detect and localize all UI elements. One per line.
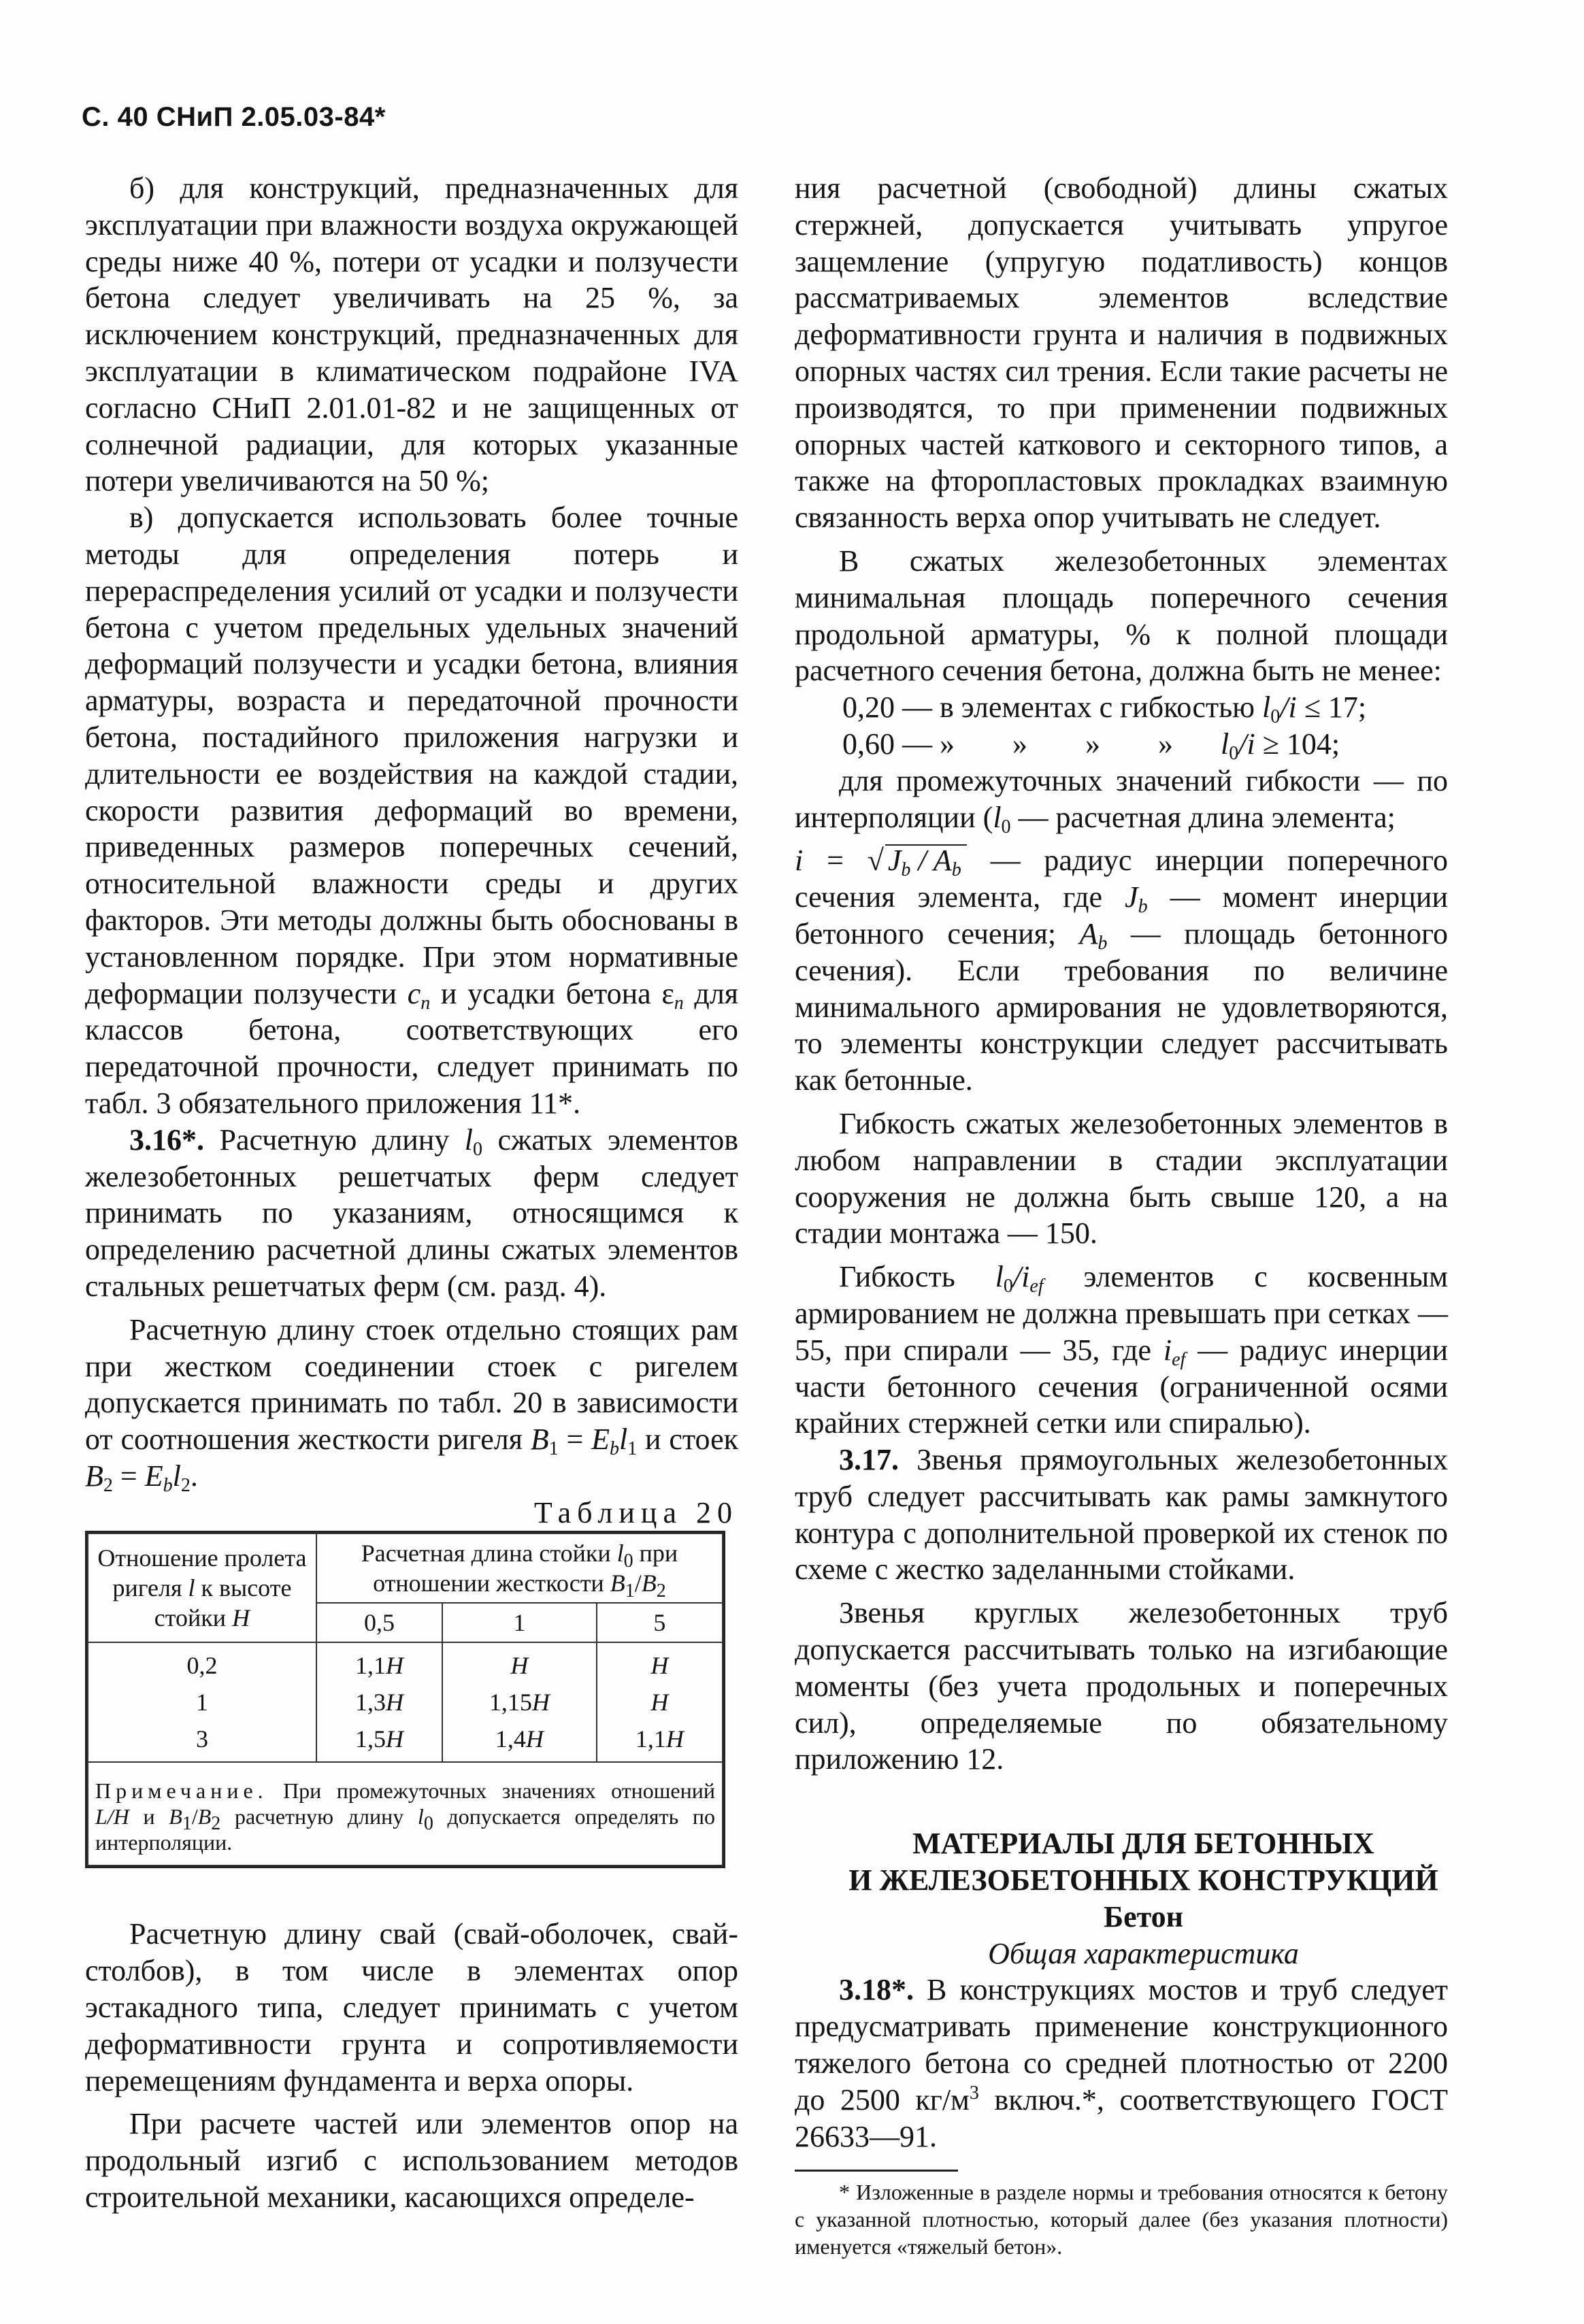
page-header: С. 40 СНиП 2.05.03-84* <box>82 102 386 132</box>
left-column <box>85 170 738 2216</box>
paragraph-indirect: Гибкость $l_0/i_{ef}$ элементов с косвенным армированием не должна превышать при сетках — 55, при спирали — 35, где $i_{ef}$ — радиус инерции части бетонного сечения (ограниченной осями крайних стержней сетки или спиралью). <box>795 1260 1448 1440</box>
paragraph-b: б) для конструкций, предназначенных для эксплуатации при влажности воздуха окружающей среды ниже 40 %, потери от усадки и ползучести бетона следует увеличивать на 25 %, за исключением конструкций, предназначенных для эксплуатации в климатическом подрайоне IVA согласно СНиП 2.01.01-82 и не защищенных от солнечной радиации, для которых указанные потери увеличиваются на 50 %; <box>85 171 738 498</box>
section-heading-line-2: И ЖЕЛЕЗОБЕТОННЫХ КОНСТРУКЦИЙ <box>848 1863 1438 1897</box>
paragraph-slenderness: Гибкость сжатых железобетонных элементов в любом направлении в стадии эксплуатации сооружения не должна быть свыше 120, а на стадии монтажа — 150. <box>795 1106 1448 1250</box>
sqrt-expression: $J_b / A_b$ <box>885 844 967 876</box>
sqrt-sign: √ <box>867 844 884 878</box>
subsubsection-heading: Общая характеристика <box>988 1936 1299 1970</box>
table-col-1: H 1,15H 1,4H <box>442 1642 596 1762</box>
table-header-length: Расчетная длина стойки $l_0$ при отношении жесткости $B_1/B_2$ <box>316 1533 723 1603</box>
table-subheader: 1 <box>442 1603 596 1642</box>
table-20 <box>85 1531 725 1868</box>
formula-line-2: 0,60 — » » » » $l_0/i \ge 104$; <box>842 727 1340 764</box>
formula-line-1: 0,20 — в элементах с гибкостью $l_0/i \le 17$; <box>842 691 1367 728</box>
section-heading-line-1: МАТЕРИАЛЫ ДЛЯ БЕТОННЫХ <box>912 1827 1374 1861</box>
paragraph-v: в) допускается использовать более точные методы для определения потерь и перераспределения усилий от усадки и ползучести бетона с учетом предельных удельных значений деформаций ползучести и усадки бетона, влияния арматуры, возраста и передаточной прочности бетона, постадийного приложения нагрузки и длительности ее воздействия на каждой стадии, скорости развития деформаций во времени, приведенных размеров поперечных сечений, относительной влажности среды и других факторов. Эти методы должны быть обоснованы в установленном порядке. При этом нормативные деформации ползучести $c_n$ и усадки бетона $\varepsilon_n$ для классов бетона, соответствующих его передаточной прочности, следует принимать по табл. 3 обязательного приложения 11*. <box>85 501 739 1120</box>
table-col-0-5: 1,1H 1,3H 1,5H <box>316 1642 442 1762</box>
table-subheader: 0,5 <box>316 1603 442 1642</box>
paragraph-3-18: 3.18*. В конструкциях мостов и труб следует предусматривать применение конструкционного тяжелого бетона со средней плотностью от 2200 до 2500 $кг/м^3$ включ.*, соответствующего ГОСТ 26633—91. <box>795 1973 1448 2153</box>
paragraph-supports: При расчете частей или элементов опор на продольный изгиб с использованием методов строительной механики, касающихся определе- <box>85 2107 738 2214</box>
table-note: Примечание. При промежуточных значениях отношений L/H и B1/B2 расчетную длину l0 допускается определять по интерполяции. <box>88 1762 723 1865</box>
paragraph-continuation: ния расчетной (свободной) длины сжатых стержней, допускается учитывать упругое защемление (упругую податливость) концов рассматриваемых элементов вследствие деформативности грунта и наличия в подвижных опорных частях сил трения. Если такие расчеты не производятся, то при применении подвижных опорных частей каткового и секторного типов, а также на фторопластовых прокладках взаимную связанность верха опор учитывать не следует. <box>795 171 1448 535</box>
footnote-divider <box>795 2170 958 2172</box>
right-column <box>795 170 1448 2260</box>
table-body <box>88 1642 723 1762</box>
paragraph-round-pipes: Звенья круглых железобетонных труб допускается рассчитывать только на изгибающие моменты (без учета продольных и поперечных сил), определяемые по обязательному приложению 12. <box>795 1596 1448 1776</box>
table-caption: Таблица 20 <box>533 1495 738 1529</box>
footnote: * Изложенные в разделе нормы и требования относятся к бетону с указанной плотностью, который далее (без указания плотности) именуется «тяжелый бетон». <box>795 2180 1448 2259</box>
table-col-ratio: 0,2 1 3 <box>88 1642 316 1762</box>
paragraph-piles: Расчетную длину свай (свай-оболочек, свай-столбов), в том числе в элементах опор эстакадного типа, следует принимать с учетом деформативности грунта и сопротивляемости перемещениям фундамента и верха опоры. <box>85 1917 738 2097</box>
paragraph-frame-length: Расчетную длину стоек отдельно стоящих рам при жестком соединении стоек с ригелем допускается принимать по табл. 20 в зависимости от соотношения жесткости ригеля $B_1 = E_bl_1$ и стоек $B_2 = E_bl_2$. <box>85 1312 738 1496</box>
table-subheader: 5 <box>597 1603 723 1642</box>
paragraph-3-17: 3.17. Звенья прямоугольных железобетонных труб следует рассчитывать как рамы замкнутого контура с дополнительной проверкой их стенок по схеме с жестко заделанными стойками. <box>795 1443 1448 1587</box>
table-col-5: H H 1,1H <box>597 1642 723 1762</box>
paragraph-min-reinforcement: В сжатых железобетонных элементах минимальная площадь поперечного сечения продольной арматуры, % к полной площади расчетного сечения бетона, должна быть не менее: <box>795 544 1448 688</box>
subsection-heading: Бетон <box>1103 1899 1183 1933</box>
table-header-ratio: Отношение пролета ригеля l к высоте стойки H <box>88 1533 316 1642</box>
paragraph-interpolation: для промежуточных значений гибкости — по интерполяции ($l_0$ — расчетная длина элемента; <box>795 763 1448 837</box>
paragraph-3-16: 3.16*. Расчетную длину $l_0$ сжатых элементов железобетонных решетчатых ферм следует принимать по указаниям, относящимся к определению расчетной длины сжатых элементов стальных решетчатых ферм (см. разд. 4). <box>85 1123 738 1303</box>
paragraph-radius: i = √ $J_b / A_b$ — радиус инерции поперечного сечения элемента, где $J_b$ — момент инерции бетонного сечения; $A_b$ — площадь бетонного сечения). Если требования по величине минимального армирования не удовлетворяются, то элементы конструкции следует рассчитывать как бетонные. <box>795 844 1448 1097</box>
